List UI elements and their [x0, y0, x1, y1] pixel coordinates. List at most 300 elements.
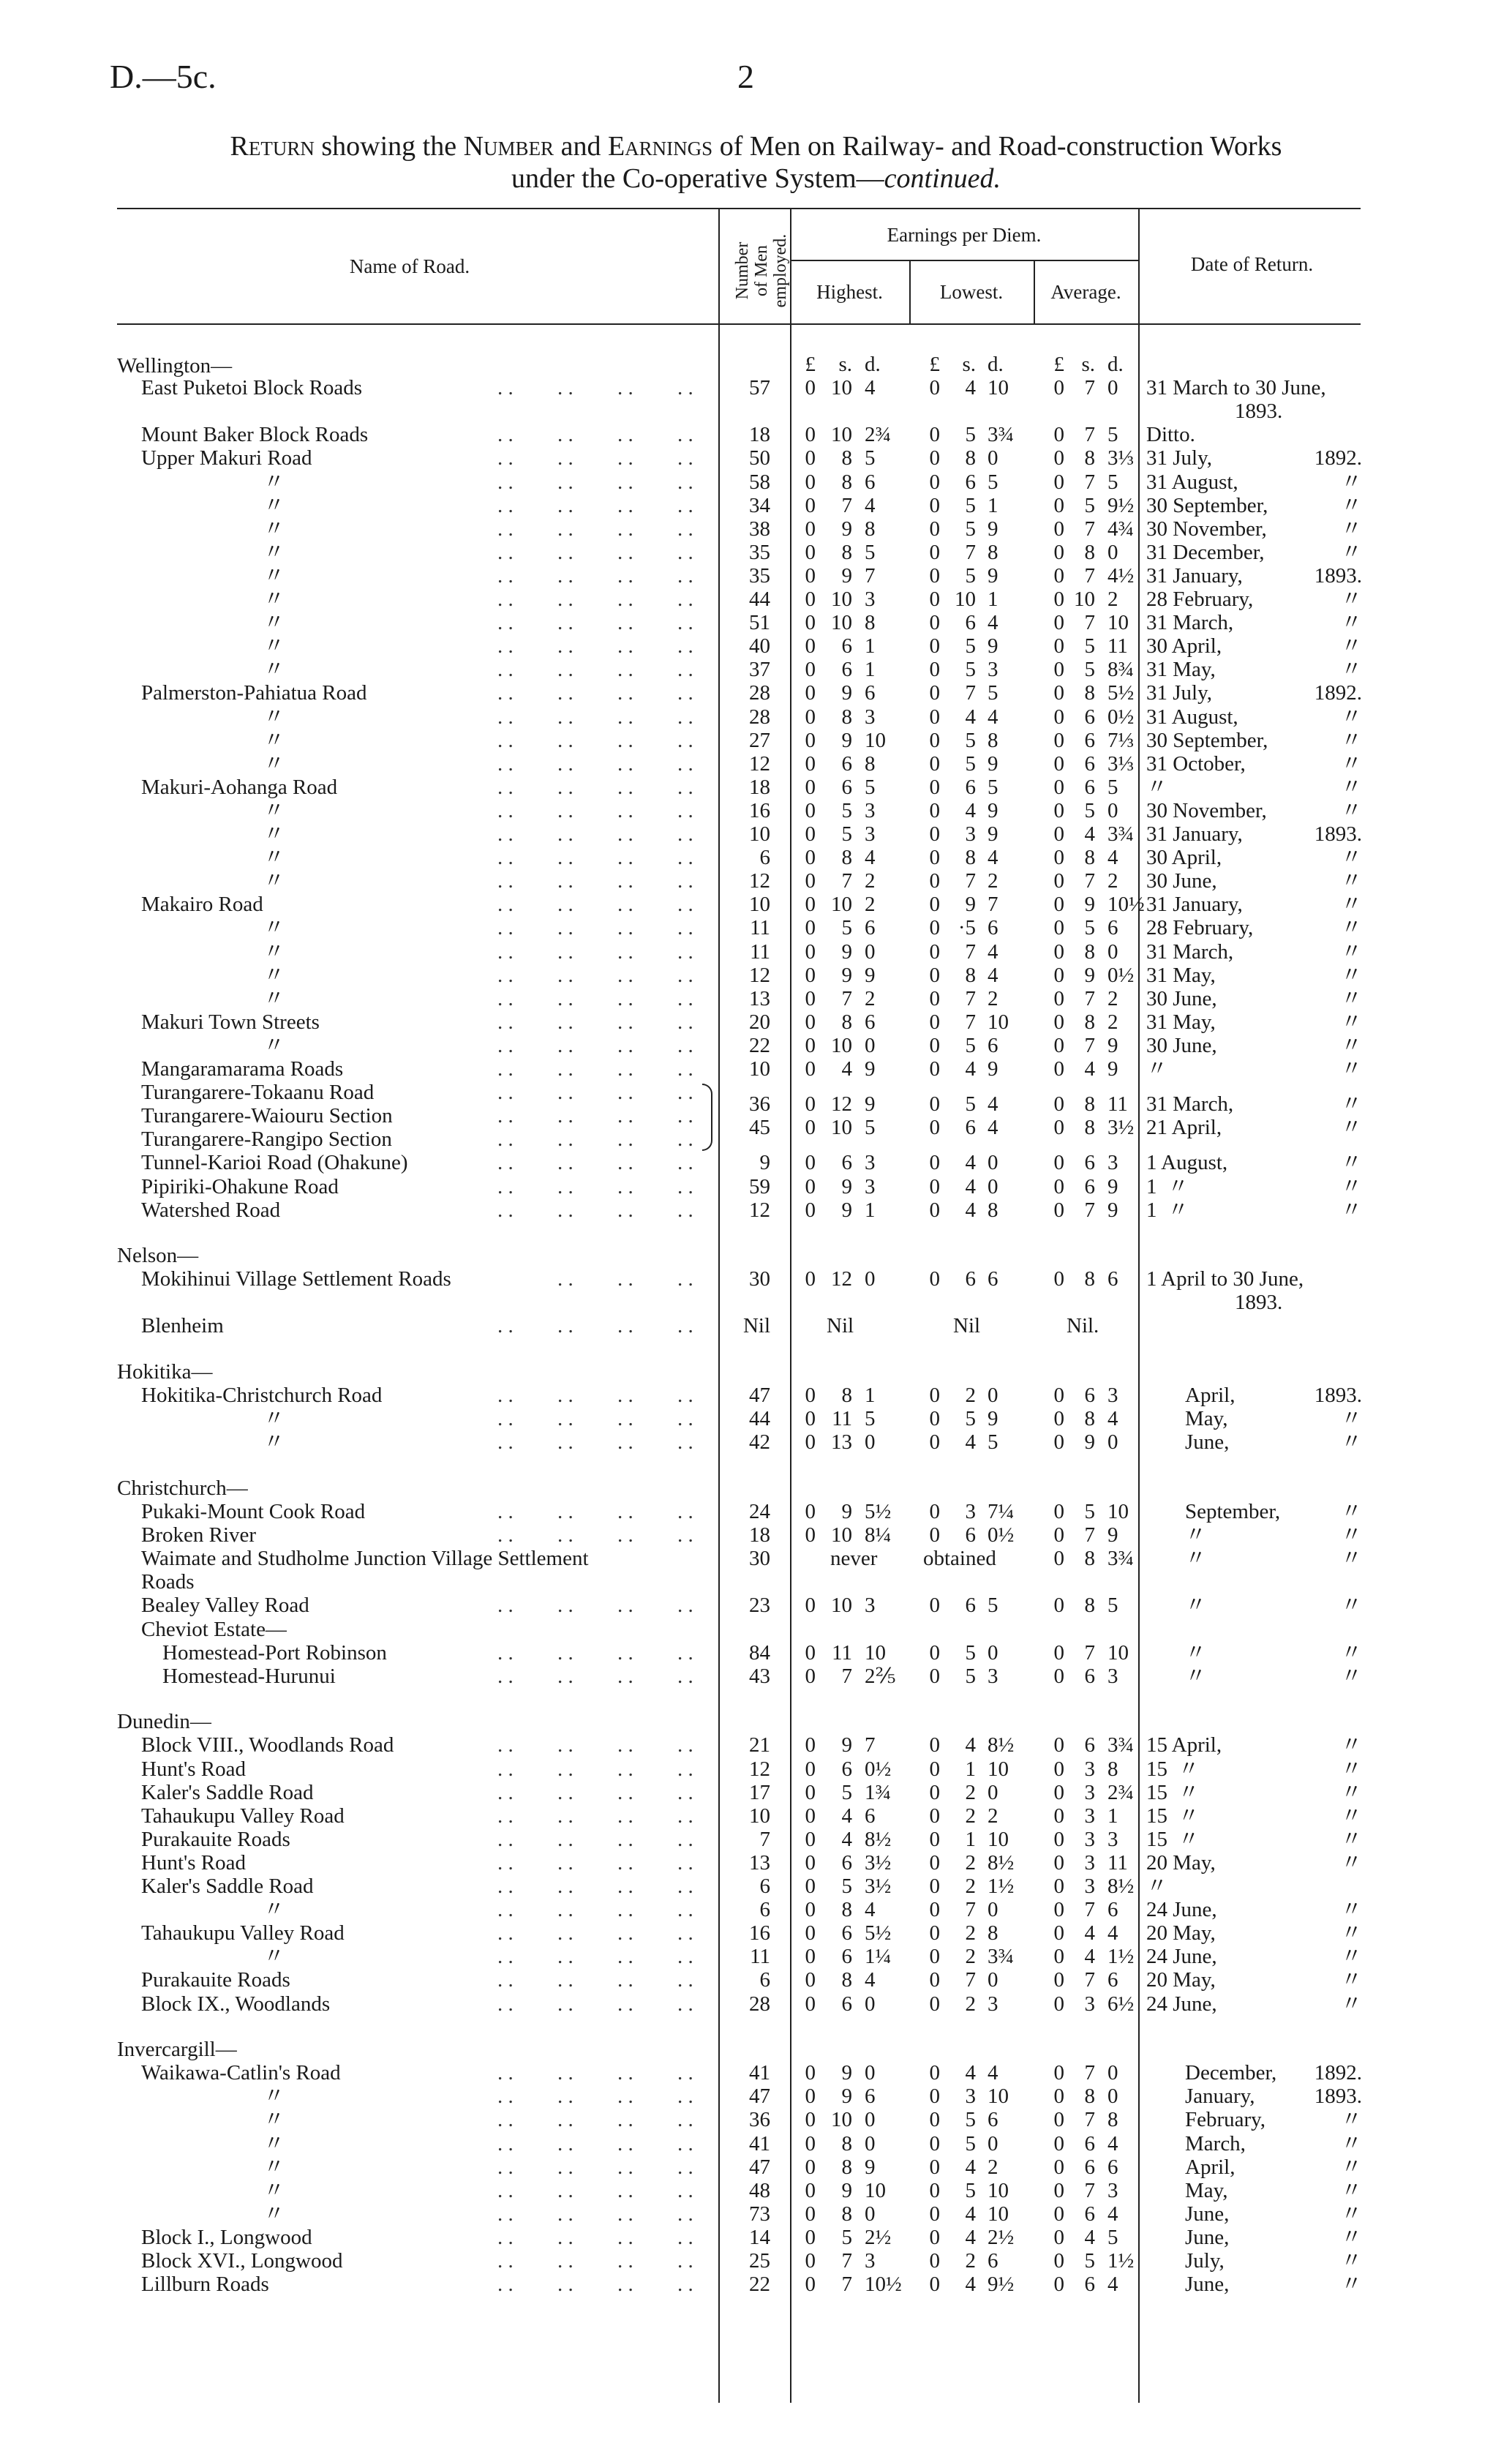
- return-year: 〃: [1340, 634, 1362, 658]
- highest-pence: 6: [865, 2085, 876, 2109]
- dot-leader: . .: [497, 1827, 514, 1851]
- dot-leader: . .: [497, 611, 514, 635]
- dot-leader: . .: [617, 2273, 633, 2297]
- average-shillings: 5: [1084, 493, 1095, 517]
- highest-pence: 8: [865, 611, 876, 635]
- dot-leader: . .: [617, 470, 633, 494]
- lowest-pence: 6: [988, 1267, 998, 1291]
- men-employed: 6: [759, 1875, 770, 1899]
- dot-leader: . .: [557, 681, 573, 705]
- highest-shillings: 6: [841, 1945, 852, 1969]
- lowest-pence: 0: [988, 1968, 998, 1992]
- lowest-shillings: 2: [965, 1384, 976, 1408]
- highest-pence: 0: [865, 939, 876, 964]
- highest-pounds: 0: [805, 1033, 816, 1057]
- average-shillings: 8: [1084, 446, 1095, 470]
- date-of-return: 30 September,: [1146, 493, 1268, 517]
- highest-shillings: 10: [831, 893, 852, 917]
- men-employed: 6: [759, 846, 770, 870]
- average-pounds: 0: [1053, 1430, 1064, 1455]
- dot-leader: . .: [677, 540, 693, 564]
- return-year: 〃: [1340, 1640, 1362, 1665]
- average-pounds: 0: [1053, 916, 1064, 940]
- lowest-pounds: 0: [929, 1875, 940, 1899]
- highest-pounds: 0: [805, 1945, 816, 1969]
- highest-pounds: 0: [805, 540, 816, 564]
- lowest-shillings: 4: [965, 1198, 976, 1222]
- men-employed: 47: [749, 2085, 770, 2109]
- dot-leader: . .: [497, 1594, 514, 1618]
- lowest-shillings: 2: [965, 1804, 976, 1828]
- highest-pence: 0: [865, 1430, 876, 1455]
- dot-leader: . .: [497, 1104, 514, 1128]
- average-pence: 2: [1107, 588, 1118, 611]
- men-employed: 44: [749, 588, 770, 611]
- average-pounds: 0: [1053, 658, 1064, 682]
- highest-shillings: 9: [841, 963, 852, 987]
- highest-shillings: 7: [841, 869, 852, 893]
- dot-leader: . .: [497, 1174, 514, 1198]
- average-pounds: 0: [1053, 611, 1064, 635]
- highest-pence: 8: [865, 751, 876, 776]
- road-name: Kaler's Saddle Road: [141, 1875, 314, 1899]
- highest-shillings: 8: [841, 446, 852, 470]
- road-name: Bealey Valley Road: [141, 1594, 309, 1618]
- return-year: 〃: [1340, 2155, 1362, 2179]
- lowest-shillings: 5: [965, 2108, 976, 2132]
- dot-leader: . .: [617, 658, 633, 682]
- region-heading: Invercargill—: [117, 2038, 237, 2062]
- ditto-name: 〃: [263, 1430, 285, 1455]
- highest-pence: 4: [865, 846, 876, 870]
- average-pence: 2: [1107, 986, 1118, 1010]
- ditto-name: 〃: [263, 798, 285, 822]
- date-of-return: 〃: [1185, 1547, 1207, 1571]
- lowest-pence: 4: [988, 846, 998, 870]
- title-continued: continued.: [884, 163, 1001, 194]
- date-of-return: 1 〃: [1146, 1174, 1189, 1198]
- return-year: 〃: [1340, 470, 1362, 494]
- road-name: East Puketoi Block Roads: [141, 376, 363, 400]
- highest-pounds: 0: [805, 470, 816, 494]
- dot-leader: . .: [557, 1523, 573, 1547]
- date-of-return: July,: [1185, 2249, 1225, 2273]
- date-of-return: May,: [1185, 1407, 1228, 1431]
- dot-leader: . .: [557, 846, 573, 870]
- dot-leader: . .: [497, 728, 514, 752]
- ditto-name: 〃: [263, 470, 285, 494]
- highest-pence: 3: [865, 1174, 876, 1198]
- dot-leader: . .: [617, 1033, 633, 1057]
- region-heading: Nelson—: [117, 1244, 199, 1268]
- highest-shillings: 10: [831, 1116, 852, 1140]
- lowest-pence: 10: [988, 2085, 1009, 2109]
- highest-pence: 10: [865, 1640, 886, 1665]
- highest-shillings: 6: [841, 775, 852, 799]
- dot-leader: . .: [557, 634, 573, 658]
- date-of-return: 1 〃: [1146, 1198, 1189, 1222]
- dot-leader: . .: [557, 517, 573, 541]
- average-pounds: 0: [1053, 1407, 1064, 1431]
- lowest-pounds: 0: [929, 1780, 940, 1804]
- lowest-pounds: 0: [929, 2155, 940, 2179]
- average-pounds: 0: [1053, 1992, 1064, 2016]
- highest-pence: 1: [865, 634, 876, 658]
- highest-pence: 8½: [865, 1827, 892, 1851]
- dot-leader: . .: [497, 1780, 514, 1804]
- lowest-pounds: 0: [929, 2131, 940, 2155]
- dot-leader: . .: [617, 1664, 633, 1688]
- average-shillings: 6: [1084, 1174, 1095, 1198]
- lowest-shillings: 4: [965, 2202, 976, 2226]
- dot-leader: . .: [677, 2249, 693, 2273]
- lowest-pounds: 0: [929, 1407, 940, 1431]
- date-of-return: 15 〃: [1146, 1804, 1200, 1828]
- men-employed: 12: [749, 1198, 770, 1222]
- highest-shillings: 10: [831, 1594, 852, 1618]
- lowest-pounds: 0: [929, 1033, 940, 1057]
- date-of-return: 31 July,: [1146, 681, 1212, 705]
- dot-leader: . .: [497, 1081, 514, 1105]
- date-of-return: 20 May,: [1146, 1921, 1216, 1945]
- dot-leader: . .: [677, 939, 693, 964]
- dot-leader: . .: [497, 1875, 514, 1899]
- return-year: 〃: [1340, 1500, 1362, 1524]
- dot-leader: . .: [677, 1198, 693, 1222]
- return-year: 〃: [1340, 611, 1362, 635]
- lowest-pounds: 0: [929, 470, 940, 494]
- lowest-shillings: 4: [965, 376, 976, 400]
- date-of-return: 31 March to 30 June,: [1146, 376, 1326, 400]
- return-year: 〃: [1340, 1757, 1362, 1781]
- return-year: 〃: [1340, 1804, 1362, 1828]
- dot-leader: . .: [617, 963, 633, 987]
- highest-shillings: 7: [841, 986, 852, 1010]
- return-year: 〃: [1340, 798, 1362, 822]
- average-shillings: 5: [1084, 658, 1095, 682]
- men-employed: 20: [749, 1010, 770, 1034]
- average-pounds: 0: [1053, 1174, 1064, 1198]
- return-year: 1893.: [1314, 563, 1362, 588]
- average-pence: 10: [1107, 611, 1129, 635]
- lowest-pence: 1: [988, 493, 998, 517]
- return-year: 〃: [1340, 2273, 1362, 2297]
- lowest-pence: 4: [988, 963, 998, 987]
- lowest-shillings: 1: [965, 1827, 976, 1851]
- lowest-pence: 0: [988, 1898, 998, 1922]
- dot-leader: . .: [497, 2108, 514, 2132]
- col-header-name: Name of Road.: [349, 255, 470, 277]
- lowest-shillings: 2: [965, 1850, 976, 1875]
- lowest-shillings: 5: [965, 634, 976, 658]
- lowest-pounds: 0: [929, 2085, 940, 2109]
- average-shillings: 8: [1084, 1267, 1095, 1291]
- highest-shillings: 12: [831, 1267, 852, 1291]
- lowest-pounds: 0: [929, 1057, 940, 1081]
- highest-pounds: 0: [805, 1151, 816, 1175]
- highest-pence: 6: [865, 681, 876, 705]
- return-year: 〃: [1340, 1945, 1362, 1969]
- men-employed: 35: [749, 540, 770, 564]
- lowest-pence: 2½: [988, 2225, 1015, 2249]
- dot-leader: . .: [497, 493, 514, 517]
- highest-pounds: 0: [805, 1407, 816, 1431]
- ditto-name: 〃: [263, 2108, 285, 2132]
- dot-leader: . .: [497, 588, 514, 611]
- average-pence: 4: [1107, 2131, 1118, 2155]
- men-employed: 23: [749, 1594, 770, 1618]
- lowest-pounds: 0: [929, 963, 940, 987]
- dot-leader: . .: [497, 2225, 514, 2249]
- average-pence: 0: [1107, 376, 1118, 400]
- men-employed: 7: [759, 1827, 770, 1851]
- highest-pounds: 0: [805, 2131, 816, 2155]
- dot-leader: . .: [497, 2085, 514, 2109]
- return-year: 〃: [1340, 893, 1362, 917]
- lowest-pounds: 0: [929, 846, 940, 870]
- highest-shillings: 12: [831, 1092, 852, 1117]
- highest-pence: 3: [865, 588, 876, 611]
- average-shillings: 8: [1084, 1594, 1095, 1618]
- return-year: 〃: [1340, 1898, 1362, 1922]
- highest-pounds: 0: [805, 2202, 816, 2226]
- lowest-shillings: 7: [965, 939, 976, 964]
- lowest-pounds: 0: [929, 1151, 940, 1175]
- highest-pence: 6: [865, 470, 876, 494]
- average-pounds: 0: [1053, 2108, 1064, 2132]
- highest-pounds: 0: [805, 2155, 816, 2179]
- highest-pounds: 0: [805, 376, 816, 400]
- average-pence: 3¾: [1107, 822, 1135, 846]
- date-of-return: 15 April,: [1146, 1733, 1222, 1757]
- dot-leader: . .: [617, 376, 633, 400]
- lowest-pounds: 0: [929, 1664, 940, 1688]
- lowest-shillings: 5: [965, 2178, 976, 2202]
- average-pounds: 0: [1053, 822, 1064, 846]
- highest-shillings: 5: [841, 798, 852, 822]
- average-shillings: 8: [1084, 1010, 1095, 1034]
- dot-leader: . .: [677, 1057, 693, 1081]
- lowest-shillings: 7: [965, 681, 976, 705]
- road-name-continued: Roads: [141, 1570, 195, 1594]
- ditto-name: 〃: [263, 658, 285, 682]
- highest-pence: 9: [865, 1092, 876, 1117]
- dot-leader: . .: [677, 728, 693, 752]
- highest-shillings: 6: [841, 1151, 852, 1175]
- lowest-shillings: 7: [965, 986, 976, 1010]
- lowest-pence: 10: [988, 2178, 1009, 2202]
- dot-leader: . .: [617, 1081, 633, 1105]
- dot-leader: . .: [557, 1127, 573, 1152]
- average-shillings: 7: [1084, 1033, 1095, 1057]
- highest-pence: 10½: [865, 2273, 902, 2297]
- lowest-pounds: 0: [929, 1945, 940, 1969]
- highest-pence: 3: [865, 822, 876, 846]
- dot-leader: . .: [677, 588, 693, 611]
- page-number: 2: [737, 58, 754, 95]
- highest-pounds: 0: [805, 2178, 816, 2202]
- average-shillings: 8: [1084, 2085, 1095, 2109]
- men-employed: 22: [749, 1033, 770, 1057]
- dot-leader: . .: [677, 1010, 693, 1034]
- lowest-pounds: 0: [929, 423, 940, 447]
- highest-pounds: 0: [805, 1174, 816, 1198]
- average-pence: 4: [1107, 1921, 1118, 1945]
- dot-leader: . .: [677, 2085, 693, 2109]
- highest-pence: 3: [865, 705, 876, 729]
- dot-leader: . .: [617, 1780, 633, 1804]
- lowest-shillings: 6: [965, 470, 976, 494]
- men-employed: 47: [749, 1384, 770, 1408]
- average-pence: 3⅓: [1107, 751, 1135, 776]
- highest-pence: 4: [865, 1968, 876, 1992]
- lowest-pounds: 0: [929, 1430, 940, 1455]
- road-name: Block IX., Woodlands: [141, 1992, 331, 2016]
- average-pounds: 0: [1053, 893, 1064, 917]
- average-pence: 4: [1107, 846, 1118, 870]
- dot-leader: . .: [557, 376, 573, 400]
- average-shillings: 6: [1084, 1384, 1095, 1408]
- return-year: 〃: [1340, 658, 1362, 682]
- return-year: 〃: [1340, 1921, 1362, 1945]
- highest-pence: 3: [865, 1151, 876, 1175]
- men-employed: 58: [749, 470, 770, 494]
- lowest-pence: 2: [988, 2155, 998, 2179]
- dot-leader: . .: [677, 822, 693, 846]
- return-year: 〃: [1340, 939, 1362, 964]
- dot-leader: . .: [617, 2249, 633, 2273]
- average-pence: 10: [1107, 1500, 1129, 1524]
- dot-leader: . .: [557, 798, 573, 822]
- highest-pence: 10: [865, 2178, 886, 2202]
- dot-leader: . .: [677, 1267, 693, 1291]
- highest-pounds: 0: [805, 1010, 816, 1034]
- ditto-name: 〃: [263, 540, 285, 564]
- highest-pence: 10: [865, 728, 886, 752]
- average-pounds: 0: [1053, 1116, 1064, 1140]
- region-heading: Dunedin—: [117, 1710, 211, 1734]
- men-employed: 16: [749, 798, 770, 822]
- lowest-pence: 0: [988, 1151, 998, 1175]
- men-employed: 12: [749, 869, 770, 893]
- date-of-return: 1893.: [1235, 1291, 1283, 1315]
- average-pounds: 0: [1053, 846, 1064, 870]
- dot-leader: . .: [557, 1314, 573, 1338]
- road-name: Hunt's Road: [141, 1850, 246, 1875]
- highest-shillings: 10: [831, 588, 852, 611]
- return-year: 〃: [1340, 728, 1362, 752]
- average-pence: 3: [1107, 1151, 1118, 1175]
- dot-leader: . .: [617, 1804, 633, 1828]
- dot-leader: . .: [677, 1733, 693, 1757]
- highest-shillings: 6: [841, 1757, 852, 1781]
- lowest-shillings: 4: [965, 705, 976, 729]
- men-employed: 13: [749, 1850, 770, 1875]
- ditto-name: 〃: [263, 563, 285, 588]
- dot-leader: . .: [557, 446, 573, 470]
- return-year: 〃: [1340, 1523, 1362, 1547]
- date-of-return: 31 December,: [1146, 540, 1265, 564]
- lowest-pounds: 0: [929, 611, 940, 635]
- lowest-shillings: 5: [965, 728, 976, 752]
- men-employed: 10: [749, 822, 770, 846]
- men-employed: 45: [749, 1116, 770, 1140]
- ditto-name: 〃: [263, 705, 285, 729]
- highest-pence: 5: [865, 446, 876, 470]
- dot-leader: . .: [617, 1430, 633, 1455]
- dot-leader: . .: [497, 423, 514, 447]
- average-shillings: 6: [1084, 1151, 1095, 1175]
- highest-pence: 9: [865, 1057, 876, 1081]
- lowest-shillings: 7: [965, 1010, 976, 1034]
- lowest-pounds: 0: [929, 939, 940, 964]
- average-shillings: 6: [1084, 775, 1095, 799]
- highest-shillings: 8: [841, 2131, 852, 2155]
- date-of-return: April,: [1185, 1384, 1235, 1408]
- road-name: Upper Makuri Road: [141, 446, 312, 470]
- dot-leader: . .: [617, 798, 633, 822]
- average-pounds: 0: [1053, 1968, 1064, 1992]
- dot-leader: . .: [617, 939, 633, 964]
- dot-leader: . .: [677, 1757, 693, 1781]
- return-year: 〃: [1340, 1968, 1362, 1992]
- average-pence: 3¾: [1107, 1547, 1135, 1571]
- average-pounds: 0: [1053, 1057, 1064, 1081]
- lowest-pounds: 0: [929, 1757, 940, 1781]
- dot-leader: . .: [617, 1921, 633, 1945]
- dot-leader: . .: [557, 2178, 573, 2202]
- average-pounds: 0: [1053, 493, 1064, 517]
- highest-pounds: 0: [805, 1500, 816, 1524]
- dot-leader: . .: [617, 1174, 633, 1198]
- col-header-highest: Highest.: [816, 281, 883, 303]
- lowest-shillings: 9: [965, 893, 976, 917]
- lowest-pounds: 0: [929, 728, 940, 752]
- dot-leader: . .: [677, 1664, 693, 1688]
- average-pounds: 0: [1053, 1945, 1064, 1969]
- men-employed: Nil: [742, 1314, 770, 1338]
- lowest-pounds: 0: [929, 869, 940, 893]
- dot-leader: . .: [617, 2108, 633, 2132]
- lowest-pounds: 0: [929, 751, 940, 776]
- road-name: Tahaukupu Valley Road: [141, 1921, 345, 1945]
- road-name: Kaler's Saddle Road: [141, 1780, 314, 1804]
- average-shillings: 3: [1084, 1992, 1095, 2016]
- lowest-pence: 5: [988, 1430, 998, 1455]
- highest-pence: 5: [865, 540, 876, 564]
- lowest-shillings: 4: [965, 1430, 976, 1455]
- men-employed: 48: [749, 2178, 770, 2202]
- lowest-pounds: 0: [929, 681, 940, 705]
- date-of-return: March,: [1185, 2131, 1246, 2155]
- highest-pounds: 0: [805, 1992, 816, 2016]
- highest-pounds: 0: [805, 493, 816, 517]
- dot-leader: . .: [617, 1151, 633, 1175]
- men-employed: 22: [749, 2273, 770, 2297]
- dot-leader: . .: [677, 1151, 693, 1175]
- unit-pence: d.: [865, 353, 881, 376]
- lowest-pounds: 0: [929, 1968, 940, 1992]
- average-pence: 11: [1107, 634, 1128, 658]
- dot-leader: . .: [617, 846, 633, 870]
- lowest-pence: 0: [988, 1780, 998, 1804]
- dot-leader: . .: [497, 1733, 514, 1757]
- dot-leader: . .: [677, 470, 693, 494]
- lowest-pence: 10: [988, 1010, 1009, 1034]
- highest-shillings: 9: [841, 563, 852, 588]
- average-shillings: 6: [1084, 2131, 1095, 2155]
- average-shillings: 8: [1084, 540, 1095, 564]
